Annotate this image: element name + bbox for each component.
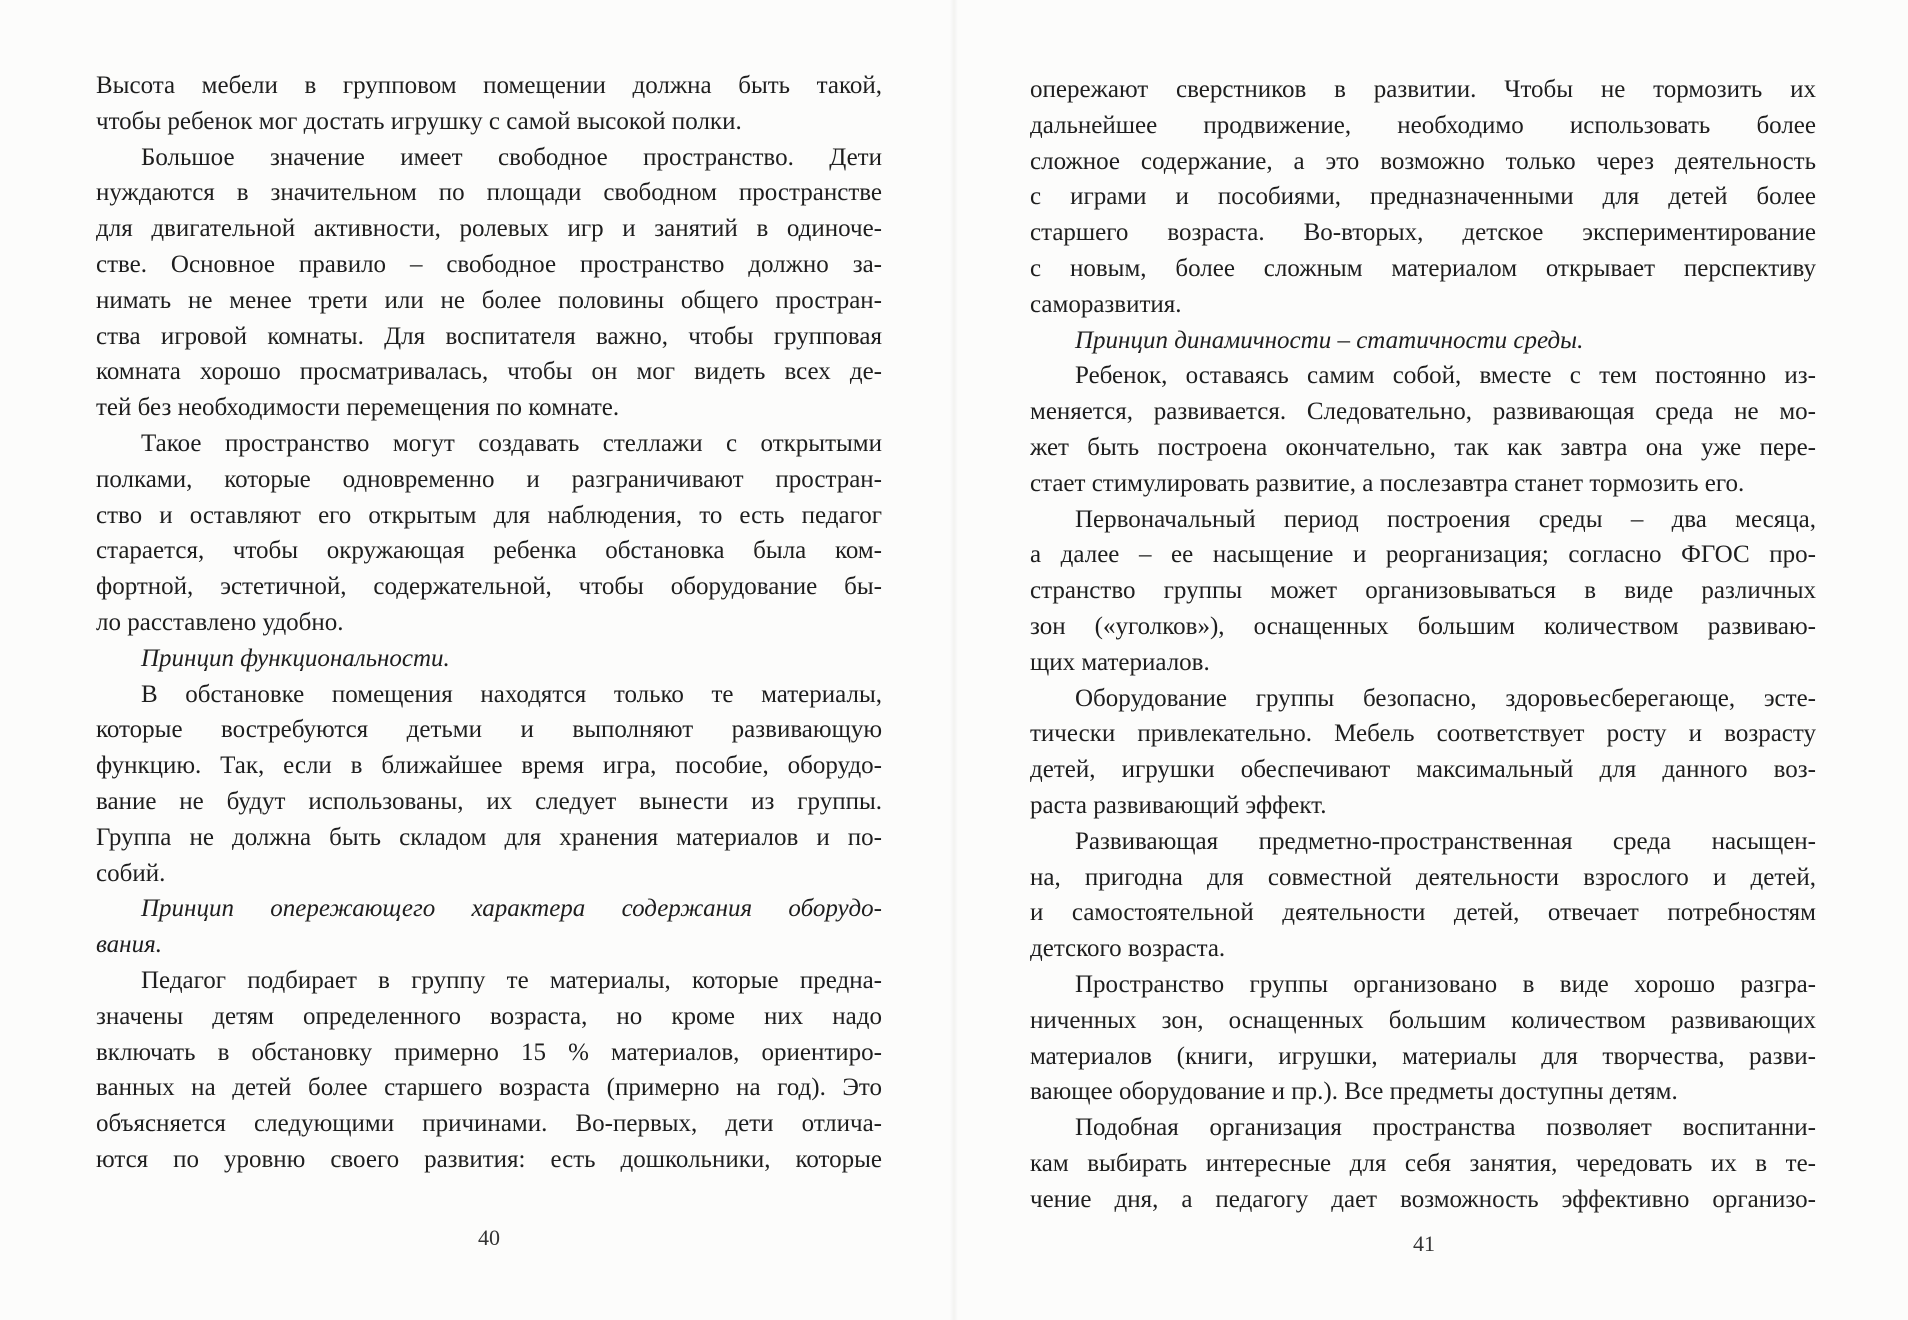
text-line: опережают сверстников в развитии. Чтобы не тормозить их [1030, 76, 1816, 103]
text-line: а далее – ее насыщение и реорганизация; согласно ФГОС про- [1030, 541, 1816, 569]
text-line: сложное содержание, а это возможно только через деятельность [1030, 147, 1816, 175]
section-heading: Принцип функциональности. [141, 644, 450, 672]
text-line: стает стимулировать развитие, а послезавтра станет тормозить его. [1030, 469, 1745, 497]
text-line: фортной, эстетичной, содержательной, чтобы оборудование бы- [96, 573, 882, 601]
text-line: ства игровой комнаты. Для воспитателя важно, чтобы групповая [96, 322, 882, 350]
text-line: значены детям определенного возраста, но кроме них надо [96, 1002, 882, 1030]
text-line: ниченных зон, оснащенных большим количеством развивающих [1030, 1006, 1816, 1034]
text-line: тей без необходимости перемещения по комнате. [96, 394, 620, 422]
text-line: зон («уголков»), оснащенных большим количеством развиваю- [1030, 612, 1816, 640]
text-line: Оборудование группы безопасно, здоровьесберегающе, эсте- [1075, 684, 1816, 712]
text-line: с новым, более сложным материалом открывает перспективу [1030, 254, 1816, 282]
text-line: Такое пространство могут создавать стеллажи с открытыми [141, 429, 882, 457]
text-line: и самостоятельной деятельности детей, отвечает потребностям [1030, 899, 1816, 927]
text-line: дальнейшее продвижение, необходимо использовать более [1030, 111, 1816, 139]
text-line: тически привлекательно. Мебель соответствует росту и возрасту [1030, 720, 1816, 748]
text-line: Развивающая предметно-пространственная среда насыщен- [1075, 827, 1816, 855]
text-line: Группа не должна быть складом для хранения материалов и по- [96, 823, 882, 851]
section-heading: вания. [96, 931, 162, 959]
text-line: вающее оборудование и пр.). Все предметы доступны детям. [1030, 1078, 1678, 1106]
text-line: нуждаются в значительном по площади свободном пространстве [96, 179, 882, 207]
text-line: полками, которые одновременно и разграничивают простран- [96, 465, 882, 493]
text-line: материалов (книги, игрушки, материалы для творчества, разви- [1030, 1042, 1816, 1070]
text-line: Высота мебели в групповом помещении должна быть такой, [96, 72, 882, 99]
text-line: для двигательной активности, ролевых игр и занятий в одиноче- [96, 215, 882, 243]
text-line: щих материалов. [1030, 648, 1210, 676]
text-line: Ребенок, оставаясь самим собой, вместе с тем постоянно из- [1075, 362, 1816, 390]
text-line: Большое значение имеет свободное пространство. Дети [141, 143, 882, 171]
text-line: ло расставлено удобно. [96, 608, 344, 636]
text-line: Педагог подбирает в группу те материалы, которые предна- [141, 966, 882, 994]
text-line: старается, чтобы окружающая ребенка обстановка была ком- [96, 537, 882, 565]
text-line: саморазвития. [1030, 290, 1182, 318]
left-page [96, 68, 882, 1178]
text-line: детского возраста. [1030, 935, 1226, 963]
text-line: на, пригодна для совместной деятельности взрослого и детей, [1030, 863, 1816, 891]
text-line: нимать не менее трети или не более половины общего простран- [96, 286, 882, 314]
text-line: объясняется следующими причинами. Во-первых, дети отлича- [96, 1110, 882, 1138]
section-heading: Принцип опережающего характера содержания оборудо- [141, 895, 882, 923]
text-line: ванных на детей более старшего возраста (примерно на год). Это [96, 1074, 882, 1102]
text-line: функцию. Так, если в ближайшее время игра, пособие, оборудо- [96, 752, 882, 780]
text-line: комната хорошо просматривалась, чтобы он мог видеть всех де- [96, 358, 882, 386]
right-page [1030, 72, 1816, 1218]
page-number-left: 40 [478, 1225, 500, 1250]
text-line: с играми и пособиями, предназначенными для детей более [1030, 183, 1816, 211]
text-line: которые востребуются детьми и выполняют развивающую [96, 716, 882, 744]
text-line: Подобная организация пространства позволяет воспитанни- [1075, 1114, 1816, 1142]
text-line: стве. Основное правило – свободное пространство должно за- [96, 250, 882, 278]
text-line: детей, игрушки обеспечивают максимальный для данного воз- [1030, 756, 1816, 784]
text-line: старшего возраста. Во-вторых, детское экспериментирование [1030, 219, 1816, 247]
text-line: меняется, развивается. Следовательно, развивающая среда не мо- [1030, 398, 1816, 426]
text-line: раста развивающий эффект. [1030, 791, 1327, 819]
text-line: Пространство группы организовано в виде хорошо разгра- [1075, 970, 1816, 998]
text-line: ются по уровню своего развития: есть дошкольники, которые [96, 1145, 882, 1173]
text-line: собий. [96, 859, 166, 887]
section-heading: Принцип динамичности – статичности среды. [1075, 326, 1584, 354]
text-line: кам выбирать интересные для себя занятия, чередовать их в те- [1030, 1149, 1816, 1177]
page-number-right: 41 [1413, 1231, 1435, 1256]
text-line: В обстановке помещения находятся только те материалы, [141, 680, 882, 708]
text-line: странство группы может организовываться в виде различных [1030, 577, 1816, 605]
text-line: вание не будут использованы, их следует вынести из группы. [96, 787, 882, 815]
text-line: ство и оставляют его открытым для наблюдения, то есть педагог [96, 501, 882, 529]
book-gutter [950, 0, 958, 1320]
text-line: Первоначальный период построения среды – два месяца, [1075, 505, 1816, 533]
text-line: чтобы ребенок мог достать игрушку с самой высокой полки. [96, 107, 742, 135]
text-line: чение дня, а педагогу дает возможность эффективно организо- [1030, 1185, 1816, 1213]
text-line: включать в обстановку примерно 15 % материалов, ориентиро- [96, 1038, 882, 1066]
text-line: жет быть построена окончательно, так как завтра она уже пере- [1030, 433, 1816, 461]
